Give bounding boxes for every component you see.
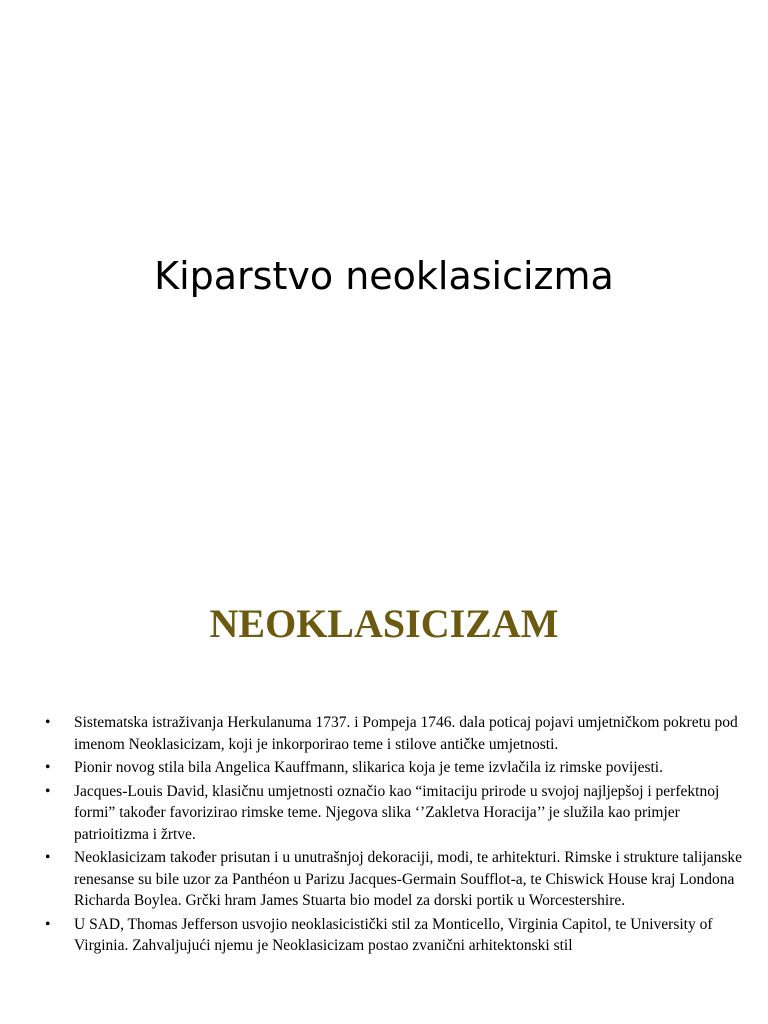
bullet-text: Neoklasicizam također prisutan i u unutrašnjoj dekoraciji, modi, te arhitekturi. Rimske i strukture talijanske renesanse su bile uzor za Panthéon u Parizu Jacques-Germain Soufflot-a, te Chiswick House kraj Londona Richarda Boylea. Grčki hram James Stuarta bio model za dorski portik u Worcestershire. <box>74 849 743 909</box>
bullet-text: U SAD, Thomas Jefferson usvojio neoklasicistički stil za Monticello, Virginia Capitol, te University of Virginia. Zahvaljujući njemu je Neoklasicizam postao zvanični arhitektonski stil <box>74 915 713 954</box>
bullet-item <box>45 757 745 779</box>
bullet-item <box>45 914 745 957</box>
section-heading: NEOKLASICIZAM <box>209 601 559 646</box>
bullet-text: Pionir novog stila bila Angelica Kauffmann, slikarica koja je teme izvlačila iz rimske povijesti. <box>74 759 663 776</box>
bullet-item <box>45 847 745 912</box>
bullet-item <box>45 781 745 846</box>
bullet-list <box>45 712 745 959</box>
bullet-text: Jacques-Louis David, klasičnu umjetnosti označio kao “imitaciju prirode u svojoj najljepšoj i perfektnoj formi” također favorizirao rimske teme. Njegova slika ‘’Zakletva Horacija’’ je služila kao primjer patrioitizma i žrtve. <box>74 782 720 843</box>
bullet-text: Sistematska istraživanja Herkulanuma 1737. i Pompeja 1746. dala poticaj pojavi umjetničkom pokretu pod imenom Neoklasicizam, koji je inkorporirao teme i stilove antičke umjetnosti. <box>74 714 738 753</box>
slide-title: Kiparstvo neoklasicizma <box>154 254 614 298</box>
bullet-marker: • <box>45 714 51 731</box>
bullet-marker: • <box>45 915 51 933</box>
bullet-marker: • <box>45 849 51 866</box>
bullet-marker: • <box>45 759 51 776</box>
bullet-item <box>45 712 745 755</box>
bullet-marker: • <box>45 782 51 800</box>
